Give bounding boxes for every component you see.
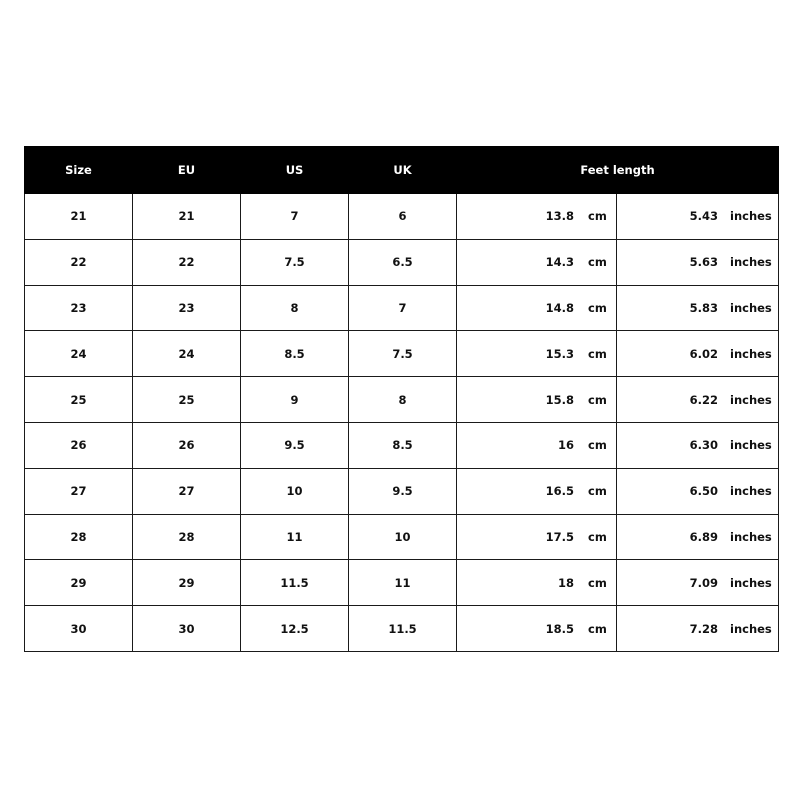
table-row — [25, 422, 779, 468]
inches-value: 5.43 — [689, 209, 718, 224]
cell-us: 8.5 — [241, 331, 349, 377]
cell-feet-length-cm — [457, 377, 617, 423]
cell-size: 25 — [25, 377, 133, 423]
cm-value: 14.3 — [545, 255, 574, 270]
cell-feet-length-inches — [617, 331, 779, 377]
inches-unit: inches — [730, 209, 772, 224]
inches-value: 6.22 — [689, 392, 718, 407]
table-body — [25, 194, 779, 652]
cm-unit: cm — [588, 209, 607, 224]
cm-value: 18 — [557, 575, 574, 590]
cell-us: 7 — [241, 194, 349, 240]
header-row — [25, 147, 779, 194]
cm-unit: cm — [588, 484, 607, 499]
cm-unit: cm — [588, 255, 607, 270]
inches-unit: inches — [730, 392, 772, 407]
cell-size: 21 — [25, 194, 133, 240]
cell-eu: 21 — [133, 194, 241, 240]
cell-eu: 26 — [133, 422, 241, 468]
cell-size: 30 — [25, 606, 133, 652]
cell-us: 11.5 — [241, 560, 349, 606]
cell-uk: 11 — [349, 560, 457, 606]
cm-value: 13.8 — [545, 209, 574, 224]
cell-eu: 27 — [133, 468, 241, 514]
cell-uk: 6.5 — [349, 239, 457, 285]
cm-unit: cm — [588, 575, 607, 590]
cell-us: 9 — [241, 377, 349, 423]
table-row — [25, 468, 779, 514]
table-row — [25, 285, 779, 331]
inches-unit: inches — [730, 346, 772, 361]
cell-eu: 30 — [133, 606, 241, 652]
cell-uk: 11.5 — [349, 606, 457, 652]
table-header — [25, 147, 779, 194]
cell-eu: 25 — [133, 377, 241, 423]
header-eu: EU — [133, 147, 241, 194]
cell-feet-length-inches — [617, 285, 779, 331]
cell-feet-length-cm — [457, 514, 617, 560]
inches-value: 6.30 — [689, 438, 718, 453]
inches-unit: inches — [730, 575, 772, 590]
inches-unit: inches — [730, 529, 772, 544]
cell-feet-length-inches — [617, 514, 779, 560]
cell-eu: 24 — [133, 331, 241, 377]
cell-feet-length-cm — [457, 468, 617, 514]
cell-feet-length-inches — [617, 468, 779, 514]
cell-feet-length-inches — [617, 239, 779, 285]
cm-unit: cm — [588, 300, 607, 315]
inches-value: 6.02 — [689, 346, 718, 361]
cell-feet-length-cm — [457, 239, 617, 285]
inches-unit: inches — [730, 438, 772, 453]
cell-feet-length-inches — [617, 422, 779, 468]
header-uk: UK — [349, 147, 457, 194]
inches-value: 7.28 — [689, 621, 718, 636]
cell-feet-length-cm — [457, 331, 617, 377]
cm-value: 15.3 — [545, 346, 574, 361]
cell-feet-length-cm — [457, 194, 617, 240]
cell-eu: 22 — [133, 239, 241, 285]
cell-eu: 28 — [133, 514, 241, 560]
cell-us: 12.5 — [241, 606, 349, 652]
cm-value: 16.5 — [545, 484, 574, 499]
cell-feet-length-inches — [617, 606, 779, 652]
cm-unit: cm — [588, 529, 607, 544]
cell-size: 22 — [25, 239, 133, 285]
cell-feet-length-inches — [617, 377, 779, 423]
header-feet-length: Feet length — [457, 147, 779, 194]
cm-unit: cm — [588, 392, 607, 407]
table-row — [25, 194, 779, 240]
cell-uk: 6 — [349, 194, 457, 240]
cell-size: 26 — [25, 422, 133, 468]
cell-feet-length-cm — [457, 560, 617, 606]
table-row — [25, 514, 779, 560]
inches-unit: inches — [730, 300, 772, 315]
inches-value: 7.09 — [689, 575, 718, 590]
inches-value: 5.83 — [689, 300, 718, 315]
cell-us: 9.5 — [241, 422, 349, 468]
cell-eu: 29 — [133, 560, 241, 606]
table-row — [25, 239, 779, 285]
inches-unit: inches — [730, 484, 772, 499]
cell-us: 7.5 — [241, 239, 349, 285]
table-row — [25, 377, 779, 423]
cell-us: 10 — [241, 468, 349, 514]
cm-unit: cm — [588, 438, 607, 453]
cell-uk: 9.5 — [349, 468, 457, 514]
cell-feet-length-inches — [617, 560, 779, 606]
header-us: US — [241, 147, 349, 194]
cell-uk: 7.5 — [349, 331, 457, 377]
table-row — [25, 606, 779, 652]
cell-size: 28 — [25, 514, 133, 560]
table-row — [25, 331, 779, 377]
cm-unit: cm — [588, 346, 607, 361]
inches-unit: inches — [730, 255, 772, 270]
cm-value: 15.8 — [545, 392, 574, 407]
cell-uk: 8.5 — [349, 422, 457, 468]
cm-value: 18.5 — [545, 621, 574, 636]
inches-unit: inches — [730, 621, 772, 636]
cell-feet-length-cm — [457, 285, 617, 331]
cell-eu: 23 — [133, 285, 241, 331]
cm-value: 17.5 — [545, 529, 574, 544]
cm-value: 16 — [557, 438, 574, 453]
cell-feet-length-cm — [457, 422, 617, 468]
size-chart-table — [24, 146, 779, 652]
cell-us: 8 — [241, 285, 349, 331]
cm-value: 14.8 — [545, 300, 574, 315]
cell-size: 27 — [25, 468, 133, 514]
cell-uk: 7 — [349, 285, 457, 331]
cell-feet-length-cm — [457, 606, 617, 652]
inches-value: 5.63 — [689, 255, 718, 270]
inches-value: 6.50 — [689, 484, 718, 499]
header-size: Size — [25, 147, 133, 194]
cell-size: 24 — [25, 331, 133, 377]
cell-us: 11 — [241, 514, 349, 560]
cell-uk: 8 — [349, 377, 457, 423]
cell-feet-length-inches — [617, 194, 779, 240]
inches-value: 6.89 — [689, 529, 718, 544]
cell-size: 23 — [25, 285, 133, 331]
cell-size: 29 — [25, 560, 133, 606]
table-row — [25, 560, 779, 606]
cm-unit: cm — [588, 621, 607, 636]
cell-uk: 10 — [349, 514, 457, 560]
